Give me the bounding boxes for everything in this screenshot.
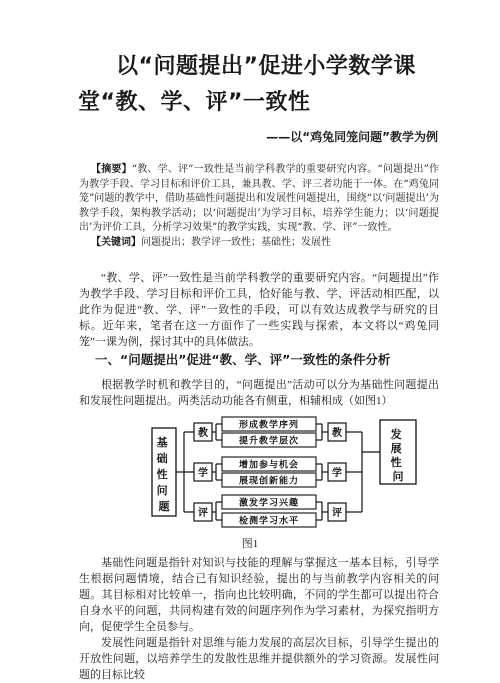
abstract-text: “教、学、评”一致性是当前学科教学的重要研究内容。“问题提出”作为教学手段、学习目标和评价工具，兼具教、学、评三者功能于一体。在“鸡兔同笼”问题的教学中，借助基础性问题提出和发展性问题提出，围绕“以‘问题提出’为教学手段，架构教学活动；以‘问题提出’为学习目标，培养学生能力；以‘问题提出’为评价工具，分析学习效果”的教学实践，实现“教、学、评”一致性。: [79, 164, 440, 234]
article-title-line1: 以“问题提出”促进小学数学课: [116, 54, 416, 79]
right-char-0: 发: [390, 428, 402, 441]
keywords-paragraph: [79, 236, 439, 251]
section1-para2: 基础性问题是指针对知识与技能的理解与掌握这一基本目标，引导学生根据问题情境，结合已有知识经验，提出的与当前教学内容相关的问题。其目标相对比较单一，指向也比较明确，不同的学生都可以提出符合自身水平的问题，共同构建有效的问题序列作为学习素材，为探究指明方向，促使学生全员参与。: [79, 557, 439, 633]
figure1-diagram: [150, 416, 420, 528]
item-label-0: 形成教学序列: [238, 420, 300, 431]
keywords-label: 【关键词】: [91, 236, 141, 248]
section1-heading: 一、“问题提出”促进“教、学、评”一致性的条件分析: [95, 352, 391, 367]
item-label-3: 展现创新能力: [238, 476, 300, 487]
keywords-text: 问题提出；教学评一致性；基础性；发展性: [141, 236, 331, 248]
intro-paragraph: “教、学、评”一致性是当前学科教学的重要研究内容。“问题提出”作为教学手段、学习目标和评价工具，恰好能与教、学、评活动相匹配，以此作为促进“教、学、评”一致性的手段，可以有效达成教学与研究的目标。近年来，笔者在这一方面作了一些实践与探索，本文将以“鸡兔同笼”一课为例，探讨其中的具体做法。: [79, 272, 439, 348]
right-mid-label-1: 学: [332, 468, 342, 479]
right-char-2: 性: [390, 456, 402, 469]
abstract-block: [79, 163, 439, 251]
abstract-label: 【摘要】: [91, 164, 132, 175]
left-char-1: 础: [156, 452, 168, 465]
article-title-line2: 堂“教、学、评”一致性: [78, 90, 311, 115]
section1-body-block: [79, 555, 439, 683]
mid-label-1: 学: [198, 468, 208, 479]
left-box-label: [157, 435, 172, 513]
item-label-1: 提升教学层次: [238, 436, 300, 447]
section1-para3: 发展性问题是指针对思维与能力发展的高层次目标，引导学生提出的开放性问题，以培养学生的发散性思维并提供额外的学习资源。发展性问题的目标比较: [79, 637, 439, 681]
left-char-0: 基: [156, 436, 168, 449]
right-char-1: 展: [390, 442, 402, 455]
article-subtitle: ——以“鸡兔同笼问题”教学为例: [266, 130, 438, 144]
item-label-5: 检测学习水平: [238, 516, 300, 527]
right-char-3: 问: [392, 470, 404, 483]
abstract-paragraph: [79, 163, 439, 236]
right-mid-label-2: 评: [332, 508, 342, 519]
section1-para1: 根据教学时机和教学目的，“问题提出”活动可以分为基础性问题提出和发展性问题提出。两类活动功能各有侧重，相辅相成（如图1）: [79, 379, 439, 407]
right-mid-label-0: 教: [332, 428, 342, 439]
section1-para1-block: [79, 377, 439, 409]
figure1-caption: 图1: [241, 538, 259, 550]
mid-label-2: 评: [198, 508, 208, 519]
left-char-3: 问: [156, 484, 168, 497]
left-char-2: 性: [156, 468, 168, 481]
mid-label-0: 教: [198, 428, 208, 439]
item-label-4: 激发学习兴趣: [238, 498, 300, 509]
item-label-2: 增加参与机会: [238, 460, 300, 471]
left-char-4: 题: [158, 500, 170, 513]
intro-paragraph-block: [79, 270, 439, 350]
